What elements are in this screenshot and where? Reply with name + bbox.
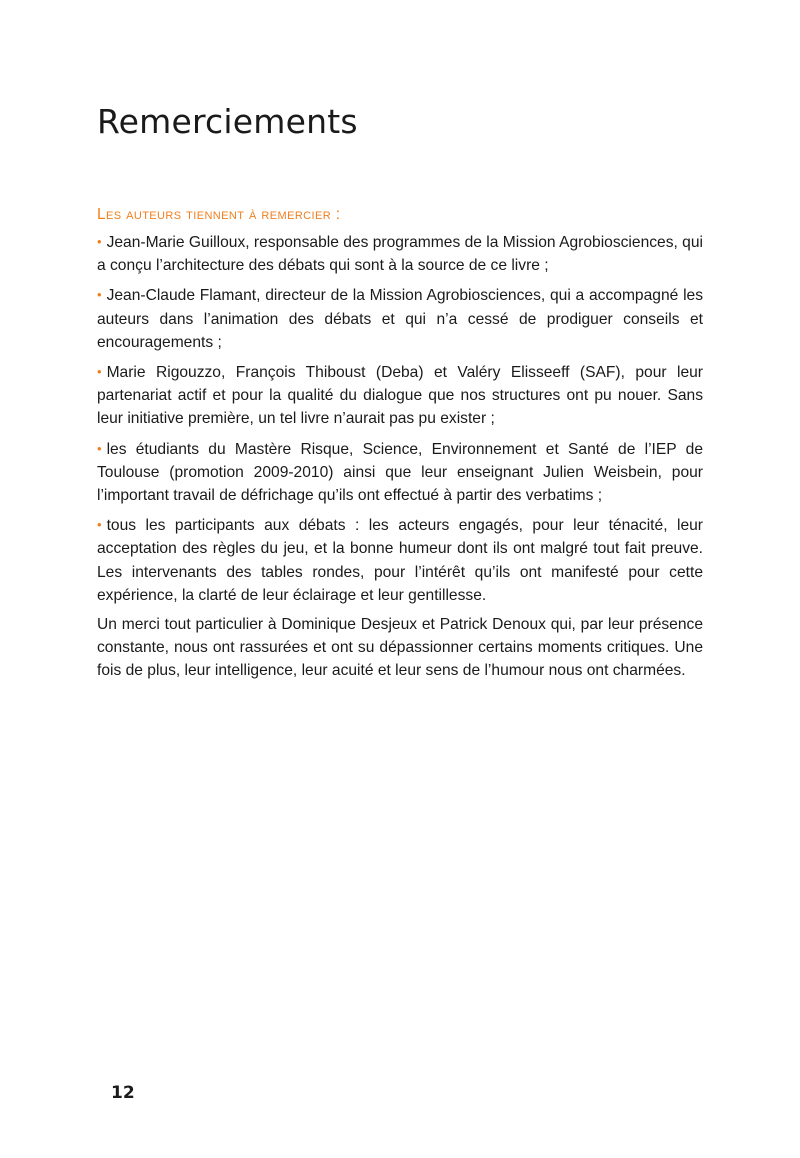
list-item-text: Jean-Marie Guilloux, responsable des programmes de la Mission Agrobiosciences, qui a conçu l’architecture des débats qui sont à la source de ce livre ; <box>97 234 703 275</box>
list-item-text: les étudiants du Mastère Risque, Science, Environnement et Santé de l’IEP de Toulouse (promotion 2009-2010) ainsi que leur enseignant Julien Weisbein, pour l’important travail de défrichage qu’ils ont effectué à partir des verbatims ; <box>97 440 703 505</box>
list-item <box>97 360 703 431</box>
page-number: 12 <box>111 1083 135 1103</box>
bullet-icon: • <box>97 517 102 533</box>
list-item-text: Marie Rigouzzo, François Thiboust (Deba) et Valéry Elisseeff (SAF), pour leur partenariat actif et pour la qualité du dialogue que nos structures ont pu nouer. Sans leur initiative première, un tel livre n’aurait pas pu exister ; <box>97 364 703 428</box>
list-item <box>97 513 703 607</box>
closing-paragraph: Un merci tout particulier à Dominique Desjeux et Patrick Denoux qui, par leur présence constante, nous ont rassurées et ont su dépassionner certains moments critiques. Une fois de plus, leur intelligence, leur acuité et leur sens de l’humour nous ont charmées. <box>97 616 703 680</box>
acknowledgements-section <box>97 204 703 683</box>
list-item <box>97 230 703 277</box>
list-item <box>97 283 703 354</box>
page-title: Remerciements <box>97 102 358 141</box>
section-heading: Les auteurs tiennent à remercier : <box>97 206 341 223</box>
bullet-icon: • <box>97 234 102 249</box>
list-item-text: Jean-Claude Flamant, directeur de la Mission Agrobiosciences, qui a accompagné les auteurs dans l’animation des débats et qui n’a cessé de prodiguer conseils et encouragements ; <box>97 287 703 351</box>
bullet-icon: • <box>97 364 102 380</box>
list-item-text: tous les participants aux débats : les acteurs engagés, pour leur ténacité, leur acceptation des règles du jeu, et la bonne humeur dont ils ont malgré tout fait preuve. Les intervenants des tables rondes, pour l’intérêt qu’ils ont manifesté pour cette expérience, la clarté de leur éclairage et leur gentillesse. <box>97 517 703 604</box>
bullet-icon: • <box>97 440 102 456</box>
list-item <box>97 437 703 508</box>
bullet-icon: • <box>97 287 102 303</box>
